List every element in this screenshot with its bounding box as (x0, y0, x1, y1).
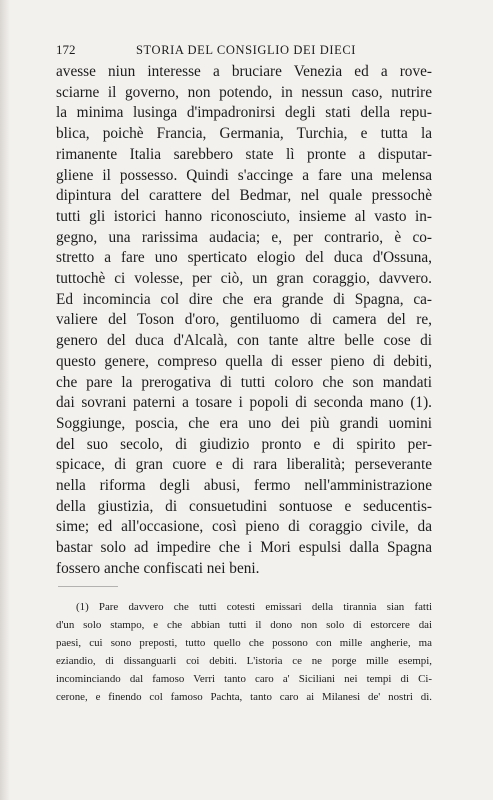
body-line: Soggiunge, poscia, che era uno dei più grandi uomini (56, 414, 432, 432)
footnote-line: (1) Pare davvero che tutti cotesti emissari della tirannia sian fatti (76, 601, 432, 613)
footnote-line: cerone, e finendo col famoso Pachta, tanto caro ai Milanesi de' nostri dì. (56, 691, 432, 703)
body-line: valiere del Toson d'oro, gentiluomo di camera del re, (56, 311, 432, 329)
body-line: dipintura del carattere del Bedmar, nel quale pressochè (56, 187, 432, 205)
body-line: tuttochè ci volesse, per ciò, un gran coraggio, davvero. (56, 270, 432, 288)
body-line: spicace, di gran cuore e di rara liberalità; perseverante (56, 456, 432, 474)
body-line: blica, poichè Francia, Germania, Turchia, e tutta la (56, 125, 432, 143)
body-line: del suo secolo, di giudizio pronto e di spirito per- (56, 435, 432, 453)
body-line: sime; ed all'occasione, così pieno di coraggio civile, da (56, 518, 432, 536)
body-line: nella riforma degli abusi, fermo nell'amministrazione (56, 477, 432, 495)
footnote (56, 598, 432, 706)
running-title: STORIA DEL CONSIGLIO DEI DIECI (136, 43, 357, 57)
body-text (56, 62, 432, 580)
body-line: rimanente Italia sarebbero state lì pronte a disputar- (56, 145, 432, 163)
body-line: sciarne il governo, non potendo, in nessun caso, nutrire (56, 83, 432, 101)
body-line: gegno, una rarissima audacia; e, per contrario, è co- (56, 228, 432, 246)
body-line: fossero anche confiscati nei beni. (56, 559, 260, 577)
body-line: Ed incomincia col dire che era grande di Spagna, ca- (56, 290, 432, 308)
body-line: gliene il possesso. Quindi s'accinge a fare una melensa (56, 166, 432, 184)
body-line: bastar solo ad impedire che i Mori espulsi dalla Spagna (56, 539, 432, 557)
body-line: stretto a fare uno sperticato elogio del duca d'Ossuna, (56, 249, 432, 267)
body-line: avesse niun interesse a bruciare Venezia ed a rove- (56, 63, 432, 80)
body-line: questo genere, compreso quella di esser pieno di debiti, (56, 352, 432, 370)
footnote-line: paesi, cui sono preposti, tutto quello che possono con mille angherie, ma (56, 637, 432, 649)
body-line: che pare la prerogativa di tutti coloro che son mandati (56, 373, 432, 391)
footnote-line: d'un solo stampo, e che abbian tutti il dono non solo di estorcere dai (56, 619, 432, 631)
footnote-divider (58, 586, 118, 587)
footnote-line: incominciando dal famoso Verri tanto caro a' Siciliani nei tempi di Ci- (56, 673, 432, 685)
footnote-line: eziandio, di dissanguarli coi debiti. L'istoria ce ne porge mille esempi, (56, 655, 432, 667)
body-line: dai sovrani paterni a tosare i popoli di seconda mano (1). (56, 394, 432, 412)
body-line: la minima lusinga d'impadronirsi degli stati della repu- (56, 104, 432, 122)
body-line: genero del duca d'Alcalà, con tante altre belle cose di (56, 332, 432, 350)
body-line: della giustizia, di consuetudini sontuose e seducentis- (56, 497, 432, 515)
body-line: tutti gli istorici hanno riconosciuto, insieme al vasto in- (56, 207, 432, 225)
page-number: 172 (56, 42, 76, 57)
page-header (56, 42, 449, 62)
